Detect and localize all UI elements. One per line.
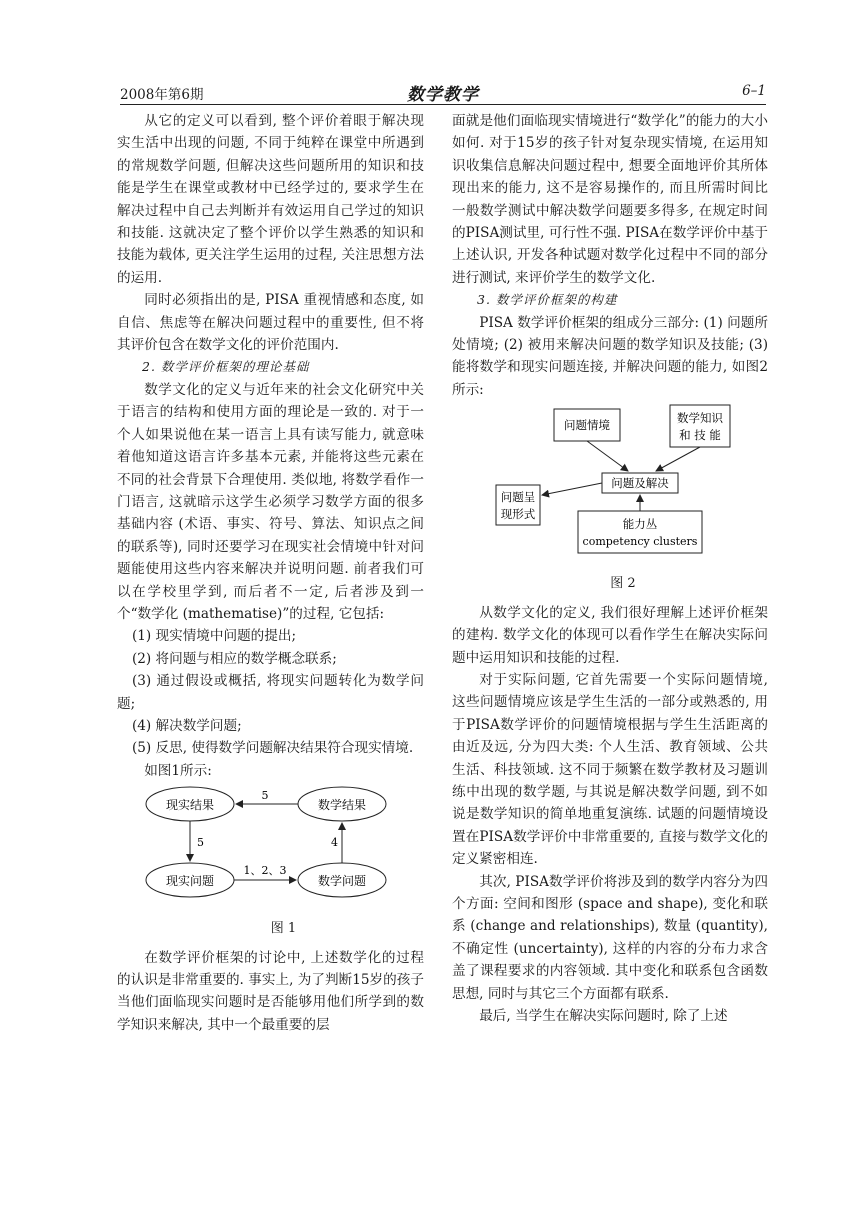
journal-title: 数学教学: [407, 85, 479, 105]
node-math-problem: 数学问题: [317, 874, 367, 889]
assessment-framework-diagram: [452, 401, 768, 569]
figure-1: [117, 782, 424, 940]
box-competency-label: competency clusters: [582, 535, 698, 549]
mathematisation-cycle-diagram: [117, 782, 424, 914]
arrow-knowledge-solve: [656, 447, 700, 471]
paragraph: 数学文化的定义与近年来的社会文化研究中关于语言的结构和使用方面的理论是一致的. 对于一个人如果说他在某一语言上具有读写能力, 就意味着他知道这语言许多基本元素, 并能将这些元素在不同的社会背景下合理使用. 类似地, 将数学看作一门语言, 这就暗示这学生必须学习数学方面的很多基础内容 (术语、事实、符号、算法、知识点之间的联系等), 同时还要学习在现实社会情境中针对问题能使用这些内容来解决并说明问题. 前者我们可以在学校里学到, 而后者不一定, 后者涉及到一个“数学化 (mathematise)”的过程, 它包括:: [117, 381, 424, 622]
edge-label: 1、2、3: [243, 864, 287, 878]
edge-label: 5: [197, 836, 204, 850]
page-number: 6–1: [742, 83, 766, 99]
section-heading: 3. 数学评价框架的构建: [477, 292, 618, 308]
node-real-result: 现实结果: [165, 798, 215, 813]
section-heading: 2. 数学评价框架的理论基础: [142, 359, 310, 375]
figure-intro: 如图1所示:: [144, 762, 212, 779]
paragraph: 在数学评价框架的讨论中, 上述数学化的过程的认识是非常重要的. 事实上, 为了判断15岁的孩子当他们面临现实问题时是否能够用他们所学到的数学知识来解决, 其中一个最重要的层: [117, 949, 424, 1033]
edge-label: 5: [261, 789, 269, 803]
paragraph: 面就是他们面临现实情境进行“数学化”的能力的大小如何. 对于15岁的孩子针对复杂现实情境, 在运用知识收集信息解决问题过程中, 想要全面地评价其所体现出来的能力, 这不是容易操作的, 而且所需时间比一般数学测试中解决数学问题要多得多, 在规定时间的PISA测试里, 可行性不强. PISA在数学评价中基于上述认识, 开发各种试题对数学化过程中不同的部分进行测试, 来评价学生的数学文化.: [452, 113, 768, 286]
list-item: (3) 通过假设或概括, 将现实问题转化为数学问题;: [117, 673, 424, 712]
node-real-problem: 现实问题: [165, 874, 215, 889]
right-column: [452, 110, 768, 1027]
box-competency-label: 能力丛: [622, 517, 658, 532]
list-item: (4) 解决数学问题;: [131, 717, 242, 734]
edge-label: 4: [331, 836, 338, 850]
paragraph: 其次, PISA数学评价将涉及到的数学内容分为四个方面: 空间和图形 (space and shape), 变化和联系 (change and relationships), 数量 (quantity), 不确定性 (uncertainty), 这样的内容的分布力求含盖了课程要求的内容领域. 其中变化和联系包含函数思想, 同时与其它三个方面都有联系.: [452, 873, 768, 1002]
box-solve-label: 问题及解决: [611, 476, 669, 491]
box-format-label: 问题呈: [500, 490, 536, 505]
figure-caption: 图 2: [610, 576, 636, 592]
figure-caption: 图 1: [270, 921, 297, 937]
left-column: [117, 110, 424, 1036]
paragraph: 对于实际问题, 它首先需要一个实际问题情境, 这些问题情境应该是学生生活的一部分或熟悉的, 用于PISA数学评价的问题情境根据与学生生活距离的由近及远, 分为四大类: 个人生活、教育领域、公共生活、科技领域. 这不同于频繁在数学教材及习题训练中出现的数学题, 与其说是解决数学问题, 到不如说是数学知识的简单地重复演练. 试题的问题情境设置在PISA数学评价中非常重要的, 直接与数学文化的定义紧密相连.: [452, 671, 768, 868]
list-item: (5) 反思, 使得数学问题解决结果符合现实情境.: [131, 740, 414, 757]
paragraph: 从它的定义可以看到, 整个评价着眼于解决现实生活中出现的问题, 不同于纯粹在课堂中所遇到的常规数学问题, 但解决这些问题所用的知识和技能是学生在课堂或教材中已经学过的, 要求学生在解决过程中自己去判断并有效运用自己学过的知识和技能. 这就决定了整个评价以学生熟悉的知识和技能为载体, 更关注学生运用的过程, 关注思想方法的运用.: [117, 113, 424, 286]
issue-label: 2008年第6期: [120, 87, 204, 103]
paragraph: PISA 数学评价框架的组成分三部分: (1) 问题所处情境; (2) 被用来解决问题的数学知识及技能; (3) 能将数学和现实问题连接, 并解决问题的能力, 如图2所示:: [452, 314, 768, 398]
list-item: (2) 将问题与相应的数学概念联系;: [131, 650, 337, 667]
list-item: (1) 现实情境中问题的提出;: [131, 628, 297, 645]
figure-2: [452, 401, 768, 595]
header-rule: [120, 104, 766, 105]
arrow-situation-solve: [587, 441, 628, 471]
paragraph: 同时必须指出的是, PISA 重视情感和态度, 如自信、焦虑等在解决问题过程中的重要性, 但不将其评价包含在数学文化的评价范围内.: [117, 292, 424, 354]
paragraph: 最后, 当学生在解决实际问题时, 除了上述: [479, 1008, 728, 1024]
page-header: [120, 83, 766, 105]
box-format-label: 现形式: [500, 507, 536, 522]
box-situation-label: 问题情境: [564, 418, 610, 433]
paragraph: 从数学文化的定义, 我们很好理解上述评价框架的建构. 数学文化的体现可以看作学生在解决实际问题中运用知识和技能的过程.: [452, 604, 768, 666]
box-knowledge-label: 数学知识: [677, 411, 723, 426]
node-math-result: 数学结果: [317, 798, 367, 813]
box-knowledge-label: 和 技 能: [679, 428, 721, 443]
arrow-solve-format: [542, 483, 602, 495]
